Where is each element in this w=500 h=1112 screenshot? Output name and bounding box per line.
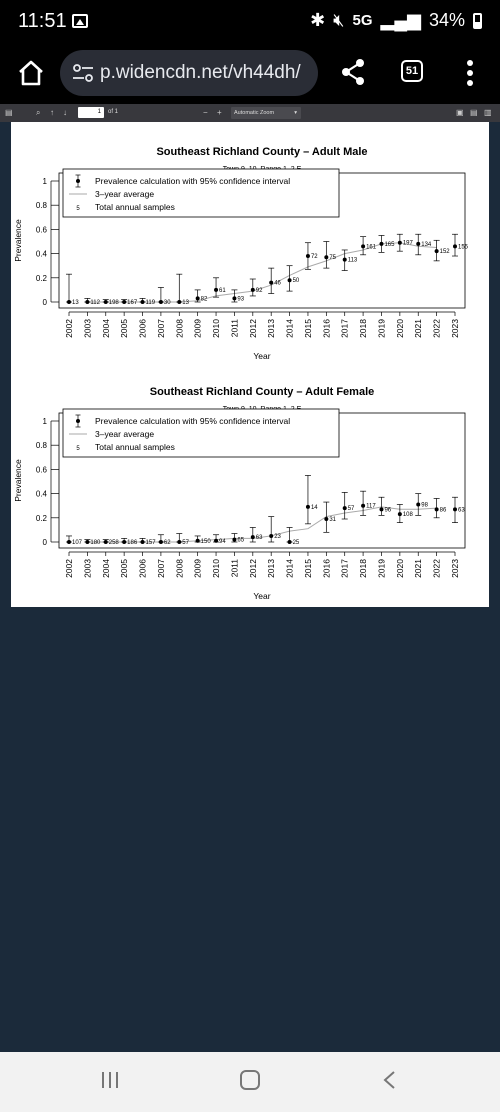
x-tick-label: 2005 [119,319,130,338]
prevalence-point [104,300,108,304]
prevalence-point [398,241,402,245]
x-tick-label: 2004 [100,319,111,338]
sample-count-label: 50 [292,278,300,285]
sample-count-label: 161 [366,244,377,251]
x-tick-label: 2015 [302,319,313,338]
sample-count-label: 155 [458,244,469,251]
x-tick-label: 2018 [358,319,369,338]
more-menu-icon[interactable] [466,58,474,88]
prevalence-point [159,540,163,544]
prevalence-point [122,540,126,544]
prevalence-point [306,254,310,258]
sample-count-label: 93 [237,296,245,303]
zoom-out-icon[interactable]: − [203,108,208,117]
pdf-viewer[interactable] [0,122,500,1052]
sample-count-label: 72 [310,254,318,261]
sidebar-toggle-icon[interactable]: ▤ [5,108,13,117]
y-axis-label: Prevalence [13,219,23,262]
y-tick-label: 1 [42,417,47,426]
prevalence-point [435,249,439,253]
network-label: 5G [352,12,373,29]
legend-point-symbol [76,179,80,183]
zoom-select[interactable] [231,107,301,119]
sample-count-label: 198 [108,300,119,306]
sample-count-label: 98 [421,502,428,509]
x-tick-label: 2019 [376,559,387,578]
prevalence-point [104,540,108,544]
x-tick-label: 2012 [247,319,258,338]
recent-apps-icon[interactable] [100,1070,120,1090]
legend-point-symbol [76,419,80,423]
sample-count-label: 75 [329,255,337,262]
x-tick-label: 2004 [100,559,111,578]
prevalence-point [196,539,200,543]
sample-count-label: 25 [292,540,300,546]
tab-switcher-button[interactable]: 51 [401,60,423,82]
sample-count-label: 30 [163,300,171,306]
battery-icon [473,13,482,29]
x-tick-label: 2018 [358,559,369,578]
legend-sample-symbol: 5 [76,446,80,452]
prevalence-point [141,300,145,304]
page-number-input[interactable]: 1 [78,107,104,118]
y-tick-label: 0.6 [35,225,47,235]
home-icon[interactable] [16,58,46,88]
sample-count-label: 65 [237,537,245,544]
sample-count-label: 180 [90,540,101,546]
prevalence-point [67,540,71,544]
y-tick-label: 0.2 [35,273,47,283]
prevalence-point [85,540,89,544]
pdf-page [11,122,489,607]
sample-count-label: 63 [255,535,263,542]
x-tick-label: 2008 [174,319,185,338]
battery-level: 34% [428,10,465,30]
y-tick-label: 0.6 [35,465,47,475]
prevalence-point [269,534,273,538]
sample-count-label: 186 [127,540,138,546]
x-tick-label: 2016 [321,319,332,338]
sample-count-label: 134 [421,241,432,248]
prevalence-point [453,507,457,511]
share-icon[interactable] [340,58,366,86]
x-tick-label: 2020 [394,319,405,338]
x-axis-label: Year [253,351,271,361]
sample-count-label: 23 [274,533,281,540]
sample-count-label: 150 [200,538,211,545]
x-tick-label: 2003 [82,559,93,578]
x-tick-label: 2014 [284,319,295,338]
status-bar [0,0,500,44]
prevalence-point [141,540,145,544]
bluetooth-icon: ✱ [310,10,326,30]
prevalence-point [416,502,420,506]
x-tick-label: 2006 [137,319,148,338]
y-tick-label: 0 [42,298,47,307]
prevalence-point [196,296,200,300]
y-tick-label: 0.8 [35,201,47,211]
prevalence-point [379,507,383,511]
sample-count-label: 13 [72,300,79,306]
y-tick-label: 0.4 [35,489,47,499]
prevalence-point [361,244,365,248]
prevalence-point [232,538,236,542]
back-icon[interactable] [380,1070,400,1090]
x-tick-label: 2010 [211,559,222,578]
prevalence-point [288,540,292,544]
x-tick-label: 2016 [321,559,332,578]
zoom-value: Automatic Zoom [234,110,275,116]
y-tick-label: 0.8 [35,441,47,451]
y-tick-label: 0 [42,538,47,547]
prevalence-point [343,258,347,262]
signal-icon: ▂▄▆ [380,10,421,30]
sample-count-label: 197 [402,240,413,247]
prevalence-point [159,300,163,304]
download-icon[interactable]: ▥ [484,108,492,117]
legend-sample-symbol: 5 [76,206,80,212]
prevalence-point [379,242,383,246]
legend-entry: Prevalence calculation with 95% confidence interval [95,416,291,426]
sample-count-label: 112 [90,300,100,306]
gallery-icon [72,14,88,28]
legend-entry: Total annual samples [95,442,175,452]
print-icon[interactable]: ▤ [470,108,478,117]
sample-count-label: 86 [439,507,447,514]
prevalence-point [177,300,181,304]
prevalence-point [435,507,439,511]
status-indicators [310,10,482,31]
address-bar[interactable] [60,50,318,96]
prevalence-point [214,288,218,292]
prevalence-point [324,255,328,259]
sample-count-label: 14 [310,504,318,511]
sample-count-label: 82 [200,296,208,303]
next-page-icon[interactable]: ↓ [63,108,67,117]
x-tick-label: 2012 [247,559,258,578]
sample-count-label: 62 [163,540,171,546]
sample-count-label: 167 [127,300,138,306]
sample-count-label: 57 [182,540,189,546]
prevalence-point [288,278,292,282]
x-tick-label: 2011 [229,559,240,578]
sample-count-label: 152 [439,249,450,256]
mute-icon: 🔇︎ [333,10,345,30]
page-count-label: of 1 [108,109,119,115]
home-button-icon[interactable] [240,1070,260,1090]
sample-count-label: 94 [219,538,226,545]
x-tick-label: 2002 [64,559,74,578]
chart-title: Southeast Richland County – Adult Male [156,146,368,158]
x-tick-label: 2014 [284,559,295,578]
sample-count-label: 57 [347,506,355,513]
zoom-in-icon[interactable]: + [217,108,222,117]
x-tick-label: 2006 [137,559,148,578]
prevalence-point [67,300,71,304]
sample-count-label: 107 [72,540,83,546]
sample-count-label: 108 [402,512,413,519]
site-settings-icon[interactable] [72,64,94,82]
x-tick-label: 2002 [64,319,74,338]
prevalence-point [306,505,310,509]
pdf-toolbar [0,104,500,122]
sample-count-label: 258 [108,540,119,546]
browser-toolbar [0,44,500,104]
x-tick-label: 2021 [413,559,424,578]
previous-page-icon[interactable]: ↑ [50,108,54,117]
prevalence-point [416,242,420,246]
url-text[interactable]: p.widencdn.net/vh44dh/ [100,62,301,83]
x-tick-label: 2022 [431,559,442,578]
prevalence-point [232,296,236,300]
chevron-down-icon: ▾ [294,110,297,116]
y-tick-label: 1 [42,177,47,186]
x-tick-label: 2005 [119,559,130,578]
sample-count-label: 165 [384,241,395,248]
sample-count-label: 92 [255,287,263,294]
system-nav-bar [0,1052,500,1112]
x-tick-label: 2011 [229,319,240,338]
legend-entry: Total annual samples [95,202,175,212]
x-tick-label: 2022 [431,319,442,338]
x-tick-label: 2003 [82,319,93,338]
y-tick-label: 0.4 [35,249,47,259]
sample-count-label: 113 [347,257,358,264]
sample-count-label: 63 [458,507,465,514]
x-tick-label: 2007 [155,319,166,338]
prevalence-point [343,506,347,510]
sample-count-label: 117 [366,503,376,510]
legend-entry: 3–year average [95,429,155,439]
x-tick-label: 2021 [413,319,424,338]
x-tick-label: 2013 [266,559,277,578]
x-tick-label: 2017 [339,319,350,338]
prevalence-point [324,517,328,521]
presentation-icon[interactable]: ▣ [456,108,464,117]
legend-entry: Prevalence calculation with 95% confidence interval [95,176,291,186]
y-tick-label: 0.2 [35,513,47,523]
x-tick-label: 2015 [302,559,313,578]
prevalence-point [251,288,255,292]
legend-entry: 3–year average [95,189,155,199]
sample-count-label: 46 [274,280,281,287]
status-time: 11:51 [18,10,67,32]
prevalence-point [361,504,365,508]
x-tick-label: 2007 [155,559,166,578]
x-tick-label: 2009 [192,319,203,338]
x-tick-label: 2010 [211,319,222,338]
sample-count-label: 61 [219,287,226,294]
y-axis-label: Prevalence [13,459,23,502]
x-axis-label: Year [253,591,271,601]
x-tick-label: 2009 [192,559,203,578]
prevalence-point [453,244,457,248]
find-icon[interactable]: ⌕ [36,108,41,117]
x-tick-label: 2020 [394,559,405,578]
prevalence-point [251,535,255,539]
prevalence-point [398,512,402,516]
chart-title: Southeast Richland County – Adult Female [149,386,375,398]
x-tick-label: 2013 [266,319,277,338]
prevalence-point [269,281,273,285]
x-tick-label: 2023 [450,319,460,338]
x-tick-label: 2017 [339,559,350,578]
x-tick-label: 2023 [450,559,460,578]
x-tick-label: 2008 [174,559,185,578]
sample-count-label: 31 [329,517,337,524]
prevalence-point [214,539,218,543]
prevalence-point [85,300,89,304]
x-tick-label: 2019 [376,319,387,338]
prevalence-point [122,300,126,304]
sample-count-label: 96 [384,507,392,514]
sample-count-label: 119 [145,300,156,306]
sample-count-label: 157 [145,540,156,546]
charts-canvas [11,122,489,607]
sample-count-label: 13 [182,300,189,306]
prevalence-point [177,540,181,544]
